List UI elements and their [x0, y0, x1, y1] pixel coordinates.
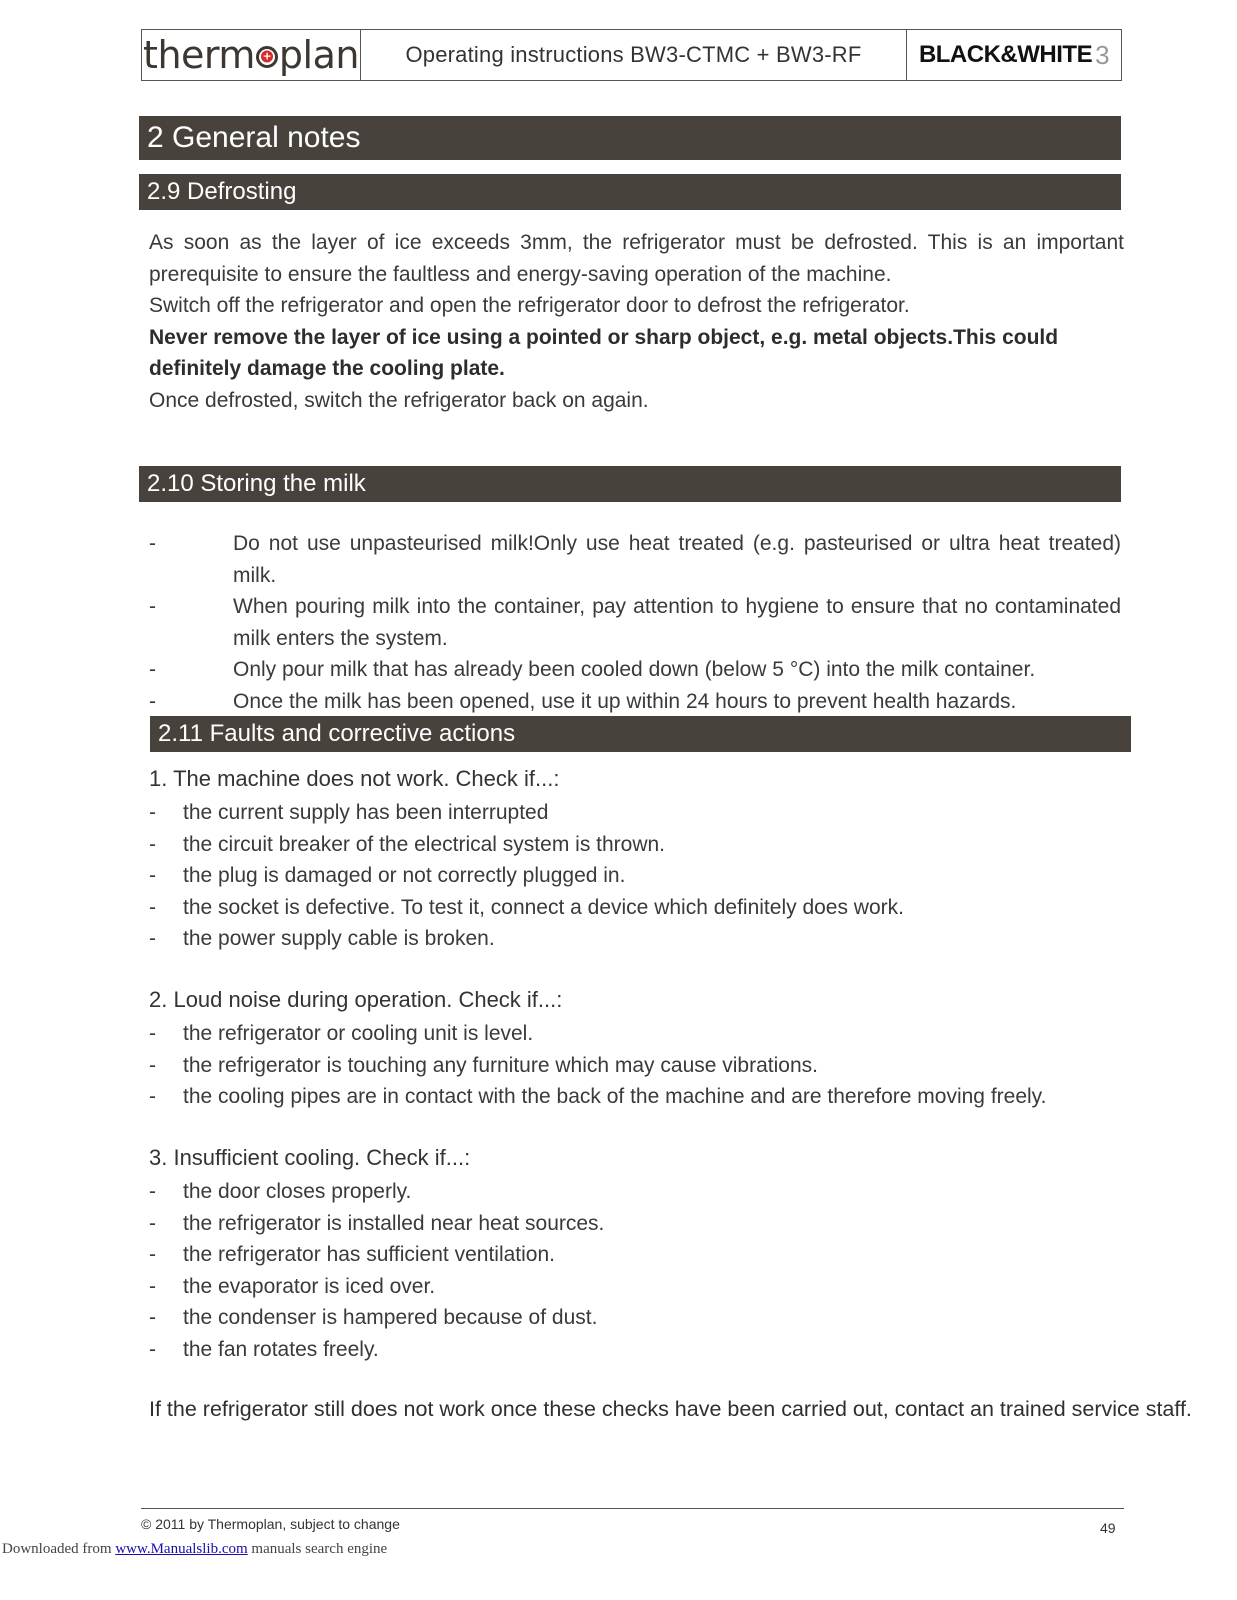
- fault-group-list: [149, 1018, 1124, 1113]
- list-item: - the current supply has been interrupted: [149, 801, 549, 824]
- list-item: - the plug is damaged or not correctly plugged in.: [149, 864, 626, 888]
- thermoplan-logo: therm + plan: [142, 30, 361, 80]
- list-item: - the refrigerator or cooling unit is level.: [149, 1022, 534, 1045]
- list-item: - the refrigerator is installed near heat sources.: [149, 1211, 605, 1235]
- logo-plus-icon: [256, 46, 278, 68]
- list-item: - the cooling pipes are in contact with the back of the machine and are therefore moving freely.: [149, 1085, 1047, 1109]
- page-header: [141, 29, 1122, 81]
- defrost-paragraph-1: As soon as the layer of ice exceeds 3mm, the refrigerator must be defrosted. This is an important prerequisite to ensure the faultless and energy-saving operation of the machine.: [149, 231, 1124, 286]
- fault-group-heading: 2. Loud noise during operation. Check if...:: [149, 987, 563, 1012]
- list-item: - Once the milk has been opened, use it up within 24 hours to prevent health hazards.: [149, 689, 1017, 713]
- footer-divider: [141, 1508, 1124, 1509]
- defrost-warning: Never remove the layer of ice using a pointed or sharp object, e.g. metal objects.This could definitely damage the cooling plate.: [149, 325, 1059, 380]
- list-item: - the condenser is hampered because of dust.: [149, 1306, 598, 1330]
- list-item: - the socket is defective. To test it, connect a device which definitely does work.: [149, 895, 904, 919]
- defrosting-text: [149, 227, 1124, 416]
- list-item: - the evaporator is iced over.: [149, 1274, 436, 1298]
- chapter-title: 2 General notes: [139, 116, 1121, 160]
- list-item: - the power supply cable is broken.: [149, 927, 495, 951]
- section-title-faults: 2.11 Faults and corrective actions: [150, 716, 1131, 752]
- brand-text: BLACK&WHITE: [918, 41, 1093, 68]
- fault-group-heading: 3. Insufficient cooling. Check if...:: [149, 1145, 471, 1170]
- list-item: - Only pour milk that has already been cooled down (below 5 °C) into the milk container.: [149, 658, 1036, 682]
- fault-group-list: [149, 797, 1124, 955]
- fault-group-list: [149, 1176, 1124, 1366]
- document-title: Operating instructions BW3-CTMC + BW3-RF: [405, 42, 862, 67]
- watermark-prefix: Downloaded from: [2, 1541, 116, 1557]
- list-item: - the refrigerator has sufficient ventilation.: [149, 1243, 555, 1267]
- milk-list: [149, 528, 1121, 718]
- list-item: - Do not use unpasteurised milk!Only use heat treated (e.g. pasteurised or ultra heat treated) milk.: [149, 532, 1121, 587]
- defrost-paragraph-2: Switch off the refrigerator and open the refrigerator door to defrost the refrigerator.: [149, 294, 910, 317]
- list-item: - the refrigerator is touching any furniture which may cause vibrations.: [149, 1053, 818, 1077]
- brand-logo: [906, 30, 1121, 80]
- list-item: - When pouring milk into the container, pay attention to hygiene to ensure that no contaminated milk enters the system.: [149, 595, 1121, 650]
- defrost-paragraph-3: Once defrosted, switch the refrigerator back on again.: [149, 388, 649, 412]
- page-number: 49: [1100, 1520, 1116, 1536]
- list-item: - the door closes properly.: [149, 1180, 412, 1203]
- manualslib-link[interactable]: www.Manualslib.com: [115, 1541, 248, 1557]
- footer-copyright: © 2011 by Thermoplan, subject to change: [141, 1516, 400, 1532]
- watermark-suffix: manuals search engine: [247, 1541, 388, 1557]
- fault-group-heading: 1. The machine does not work. Check if...:: [149, 766, 560, 791]
- section-title-defrosting: 2.9 Defrosting: [139, 174, 1121, 210]
- brand-number: 3: [1095, 39, 1110, 70]
- list-item: - the fan rotates freely.: [149, 1337, 379, 1361]
- download-watermark: [2, 1541, 387, 1558]
- list-item: - the circuit breaker of the electrical system is thrown.: [149, 832, 666, 856]
- section-title-storing-milk: 2.10 Storing the milk: [139, 466, 1121, 502]
- closing-note: If the refrigerator still does not work once these checks have been carried out, contact an trained service staff.: [149, 1397, 1192, 1421]
